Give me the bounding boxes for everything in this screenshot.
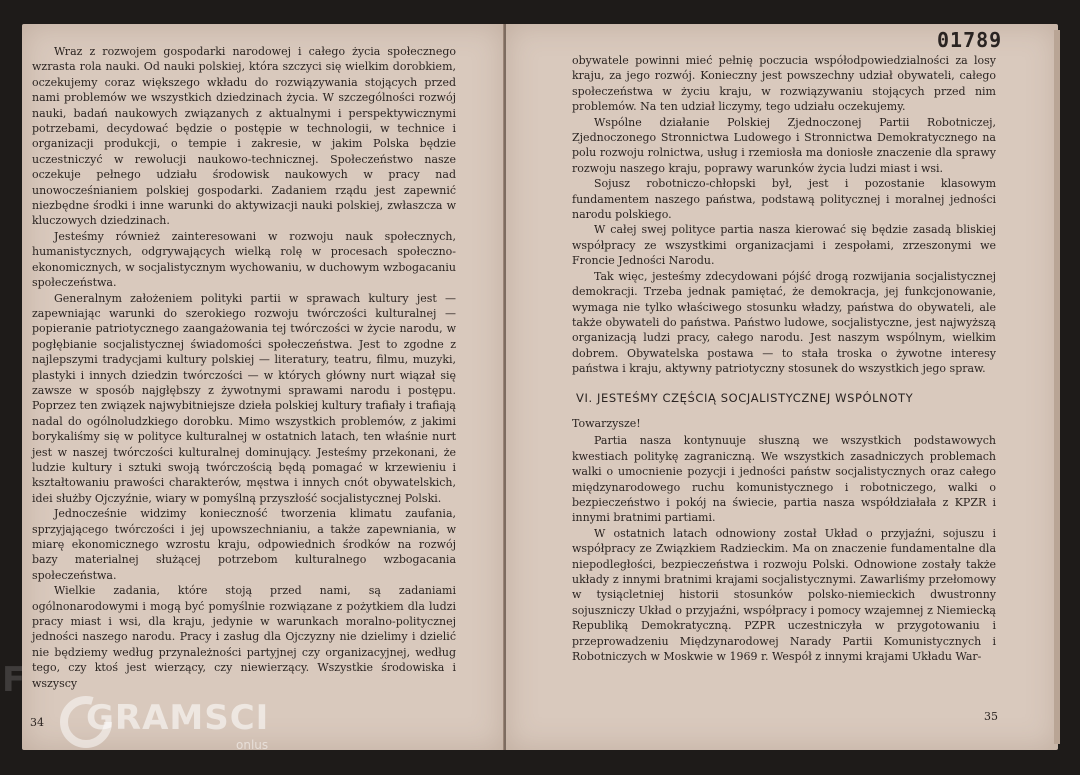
paragraph: W całej swej polityce partia nasza kierować się będzie zasadą bliskiej współpracy ze wszystkimi organizacjami i zespołami, zrzeszonymi we Froncie Jedności Narodu. bbox=[572, 223, 996, 268]
paragraph: Wraz z rozwojem gospodarki narodowej i całego życia społecznego wzrasta rola nauki. Od nauki polskiej, która szczyci się wielkim dorobkiem, oczekujemy coraz większego wkładu do rozwiązywania stojących przed nami problemów we wszystkich dziedzinach życia. W szczególności rozwój nauki, badań naukowych związanych z aktualnymi i perspektywicznymi potrzebami, decydować będzie o postępie w technologii, w technice i organizacji produkcji, o tempie i zakresie, w jakim Polska będzie uczestniczyć w rewolucji naukowo-technicznej. Społeczeństwo nasze oczekuje pełnego udziału środowisk naukowych w pracy nad unowocześnianiem polskiej gospodarki. Zadaniem rządu jest zapewnić niezbędne środki i inne warunki do aktywizacji nauki polskiej, zwłaszcza w kluczowych dziedzinach. bbox=[32, 45, 456, 228]
watermark-letter: F bbox=[2, 660, 26, 700]
paragraph: Sojusz robotniczo-chłopski był, jest i pozostanie klasowym fundamentem naszego państwa, podstawą politycznej i moralnej jedności narodu polskiego. bbox=[572, 177, 996, 222]
archive-number: 01789 bbox=[937, 28, 1003, 52]
paragraph: Jednocześnie widzimy konieczność tworzenia klimatu zaufania, sprzyjającego twórczości i jej upowszechnianiu, a także zapewniania, w miarę ekonomicznego wzrostu kraju, odpowiednich środków na rozwój bazy materialnej służącej potrzebom kulturalnego wzbogacania społeczeństwa. bbox=[32, 507, 456, 582]
paragraph: Generalnym założeniem polityki partii w sprawach kultury jest — zapewniając warunki do szerokiego rozwoju twórczości kulturalnej — popieranie patriotycznego zaangażowania tej twórczości w życie narodu, w pogłębianie socjalistycznej świadomości społeczeństwa. Jest to zgodne z najlepszymi tradycjami kultury polskiej — literatury, teatru, filmu, muzyki, plastyki i innych dziedzin twórczości — w których główny nurt wiązał się zawsze w sposób najgłębszy z żywotnymi sprawami narodu i postępu. Poprzez ten związek najwybitniejsze dzieła polskiej kultury trafiały i trafiają nadal do ogólnoludzkiego dorobku. Mimo wszystkich problemów, z jakimi borykaliśmy się w polityce kulturalnej w ostatnich latach, ten właśnie nurt jest w naszej twórczości kulturalnej dominujący. Jesteśmy przekonani, że ludzie kultury i sztuki swoją twórczością będą pomagać w krzewieniu i kształtowaniu prawości charakterów, męstwa i innych cnót obywatelskich, idei służby Ojczyźnie, wiary w pomyślną przyszłość socjalistycznej Polski. bbox=[32, 291, 456, 505]
paragraph: Wielkie zadania, które stoją przed nami, są zadaniami ogólnonarodowymi i mogą być pomyślnie rozwiązane z pożytkiem dla ludzi pracy miast i wsi, dla kraju, jedynie w warunkach moralno-politycznej jedności naszego narodu. Pracy i zasług dla Ojczyzny nie dzielimy i dzielić nie będziemy według przynależności partyjnej czy organizacyjnej, według tego, czy ktoś jest wierzący, czy niewierzący. Wszystkie środowiska i wszyscy bbox=[32, 584, 456, 690]
right-page-text bbox=[572, 53, 996, 664]
paragraph: W ostatnich latach odnowiony został Układ o przyjaźni, sojuszu i współpracy ze Związkiem Radzieckim. Ma on znaczenie fundamentalne dla niepodległości, bezpieczeństwa i rozwoju Polski. Odnowione zostały także układy z innymi bratnimi krajami socjalistycznymi. Zawarliśmy przełomowy w tysiącletniej historii stosunków polsko-niemieckich dwustronny sojuszniczy Układ o przyjaźni, współpracy i pomocy wzajemnej z Niemiecką Republiką Demokratyczną. PZPR uczestniczyła w przygotowaniu i przeprowadzeniu Międzynarodowej Narady Partii Komunistycznych i Robotniczych w Moskwie w 1969 r. Wespół z innymi krajami Układu War- bbox=[572, 526, 996, 664]
page-number-right: 35 bbox=[984, 710, 998, 723]
page-edge bbox=[1054, 30, 1060, 744]
watermark-suffix: onlus bbox=[236, 738, 269, 752]
paragraph: obywatele powinni mieć pełnię poczucia współodpowiedzialności za losy kraju, za jego rozwój. Konieczny jest powszechny udział obywateli, całego społeczeństwa w życiu kraju, w rozwiązywaniu stojących przed nim problemów. Na ten udział liczymy, tego udziału oczekujemy. bbox=[572, 54, 996, 114]
section-heading: VI. JESTEŚMY CZĘŚCIĄ SOCJALISTYCZNEJ WSPÓLNOTY bbox=[576, 390, 914, 405]
paragraph: Tak więc, jesteśmy zdecydowani pójść drogą rozwijania socjalistycznej demokracji. Trzeba jednak pamiętać, że demokracja, jej funkcjonowanie, wymaga nie tylko właściwego stosunku władzy, państwa do obywateli, ale także obywateli do państwa. Państwo ludowe, socjalistyczne, jest najwyższą organizacją ludzi pracy, całego narodu. Jest naszym wspólnym, wielkim dobrem. Obywatelska postawa — to stała troska o żywotne interesy państwa i kraju, aktywny patriotyczny stosunek do wszystkich jego spraw. bbox=[572, 269, 996, 376]
paragraph: Partia nasza kontynuuje słuszną we wszystkich podstawowych kwestiach politykę zagraniczną. We wszystkich zasadniczych problemach walki o umocnienie pozycji i jedności państw socjalistycznych oraz całego międzynarodowego ruchu komunistycznego i robotniczego, walki o bezpieczeństwo i pokój na świecie, partia nasza współdziałała z KPZR i innymi bratnimi partiami. bbox=[572, 434, 996, 525]
salutation: Towarzysze! bbox=[572, 416, 641, 430]
paragraph: Wspólne działanie Polskiej Zjednoczonej Partii Robotniczej, Zjednoczonego Stronnictwa Ludowego i Stronnictwa Demokratycznego na polu rozwoju rolnictwa, usług i rzemiosła ma doniosłe znaczenie dla sprawy rozwoju naszego kraju, poprawy warunków życia ludzi miast i wsi. bbox=[572, 115, 996, 175]
paragraph: Jesteśmy również zainteresowani w rozwoju nauk społecznych, humanistycznych, odgrywających wielką rolę w procesach społeczno-ekonomicznych, w socjalistycznym wychowaniu, w duchowym wzbogacaniu społeczeństwa. bbox=[32, 229, 456, 290]
watermark-name: GRAMSCI bbox=[86, 698, 270, 738]
page-number-left: 34 bbox=[30, 716, 44, 729]
left-page-text bbox=[32, 44, 456, 691]
